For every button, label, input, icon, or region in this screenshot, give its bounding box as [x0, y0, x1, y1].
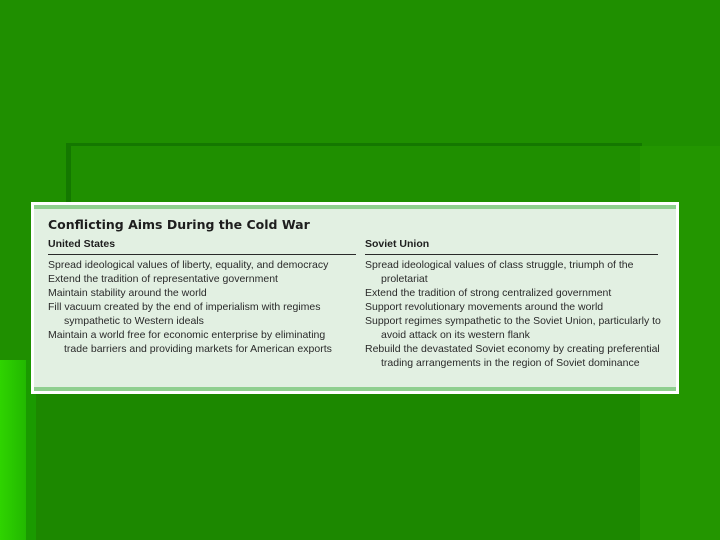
list-item: Maintain a world free for economic enterprise by eliminating trade barriers and providing markets for American exports: [48, 329, 332, 355]
table-bottom-rule: [34, 387, 676, 391]
list-item: Rebuild the devastated Soviet economy by creating preferential trading arrangements in the region of Soviet dominance: [365, 343, 660, 369]
list-item: Support revolutionary movements around the world: [365, 301, 604, 313]
cold-war-aims-table: [31, 202, 679, 394]
background-shade-bottom: [36, 392, 640, 540]
column-header-soviet-union: Soviet Union: [365, 238, 658, 255]
background-strip-left: [66, 143, 71, 203]
list-item: Maintain stability around the world: [48, 287, 207, 299]
list-item: Spread ideological values of class struggle, triumph of the proletariat: [365, 259, 634, 285]
united-states-aims-list: [48, 258, 348, 356]
list-item: Extend the tradition of strong centralized government: [365, 287, 612, 299]
table-body: [34, 205, 676, 391]
background-band-left: [0, 360, 26, 540]
soviet-union-aims-list: [365, 258, 665, 370]
background-strip: [66, 143, 642, 146]
column-header-united-states: United States: [48, 238, 356, 255]
column-united-states: [48, 238, 348, 356]
list-item: Spread ideological values of liberty, equality, and democracy: [48, 259, 329, 271]
list-item: Extend the tradition of representative government: [48, 273, 278, 285]
list-item: Fill vacuum created by the end of imperialism with regimes sympathetic to Western ideals: [48, 301, 321, 327]
list-item: Support regimes sympathetic to the Soviet Union, particularly to avoid attack on its western flank: [365, 315, 661, 341]
table-title: Conflicting Aims During the Cold War: [48, 217, 310, 232]
column-soviet-union: [365, 238, 665, 370]
table-top-rule: [34, 205, 676, 209]
